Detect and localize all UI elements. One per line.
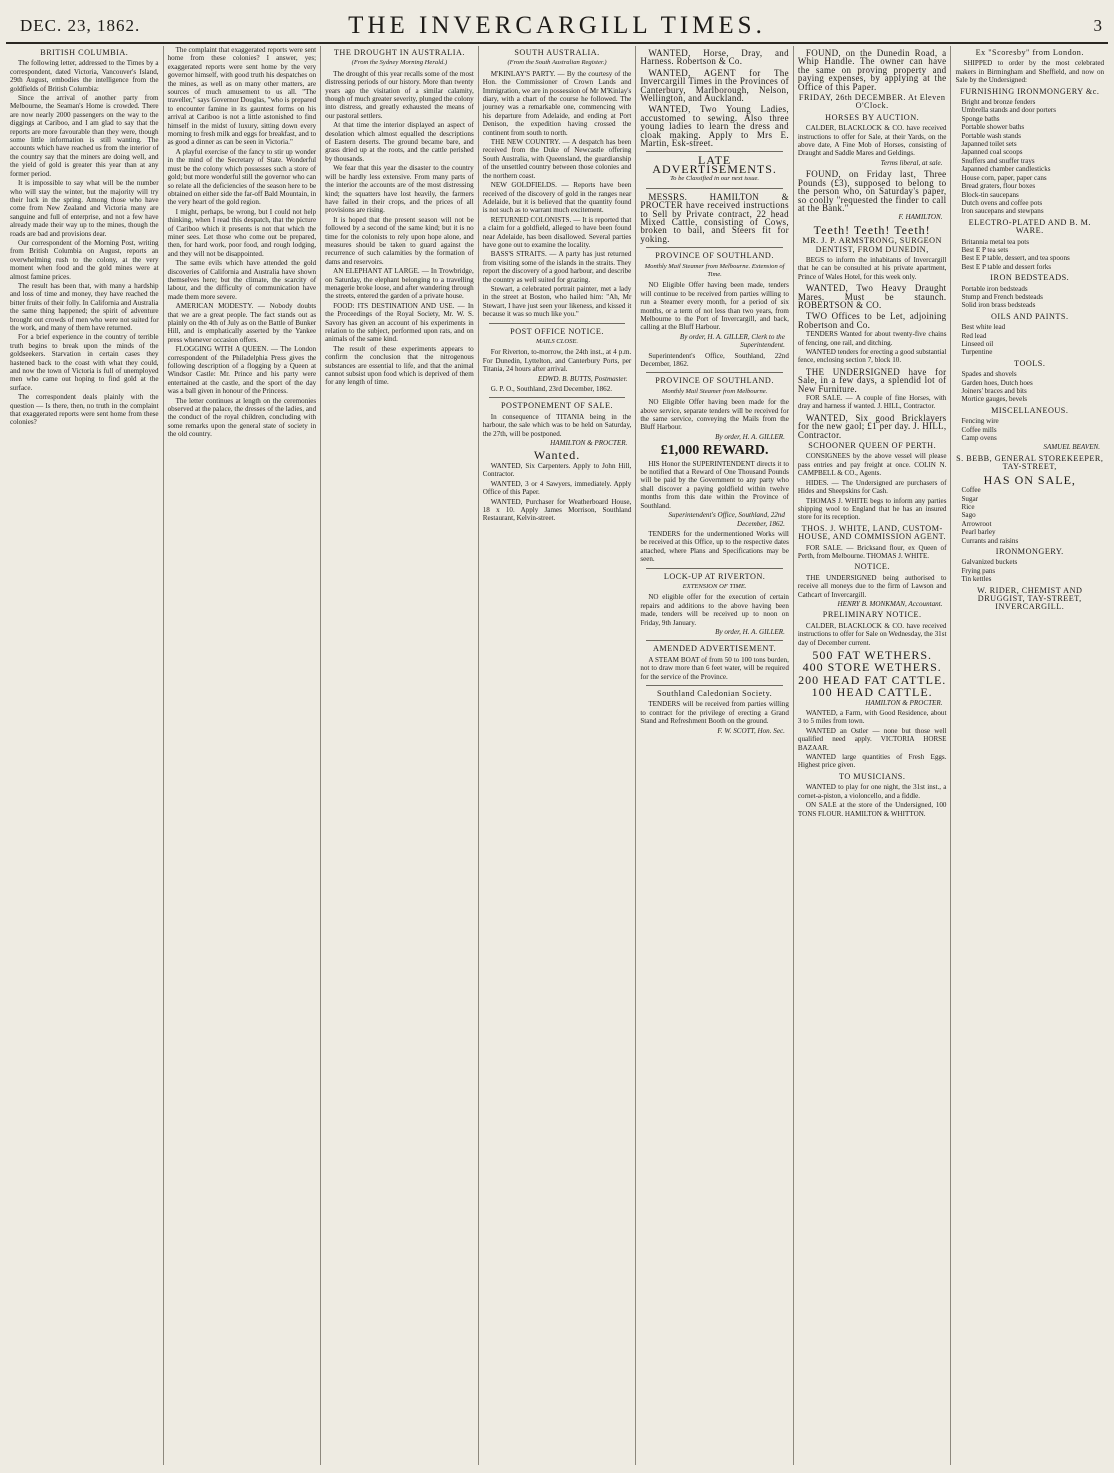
section-heading: PROVINCE OF SOUTHLAND. <box>655 251 774 261</box>
article-paragraph: TENDERS will be received from parties willing to contract for the privilege of erecting a Grand Stand and Refreshment Booth on the ground. <box>640 700 789 726</box>
page-number: 3 <box>1093 16 1102 35</box>
section-subheading: EXTENSION OF TIME. <box>682 582 747 590</box>
signature-line: HAMILTON & PROCTER. <box>550 439 628 448</box>
column-rule <box>646 685 783 686</box>
column-rule <box>646 151 783 152</box>
section-heading: IRON BEDSTEADS. <box>990 273 1070 283</box>
list-item: Arrowroot <box>961 519 992 528</box>
column-1 <box>6 46 164 1465</box>
signature-line: F. W. SCOTT, Hon. Sec. <box>717 726 785 735</box>
article-paragraph: AN ELEPHANT AT LARGE. — In Trowbridge, on Saturday, the elephant belonging to a travelling menagerie broke loose, and after wandering through the streets, entered the garden of a private house. <box>325 267 474 301</box>
display-heading: Wanted. <box>533 448 581 463</box>
column-rule <box>646 188 783 189</box>
article-paragraph: I might, perhaps, be wrong, but I could not help thinking, when I read this despatch, that the picture of Cariboo which it presents is not that which the miner sees. Let those who come out be prepared, then, for hard work, poor food, and rough lodging, and they will not be disappointed. <box>167 207 317 258</box>
list-item: Garden hoes, Dutch hoes <box>961 378 1033 387</box>
section-heading: TOOLS. <box>1014 358 1046 368</box>
article-paragraph: For Riverton, to-morrow, the 24th inst., at 4 p.m. For Dunedin, Lyttelton, and Canterbury Ports, per Titania, 24 hours after arrival. <box>482 348 632 374</box>
signature-line: By order, H. A. GILLER, Clerk to the Superintendent. <box>679 332 785 350</box>
section-heading: THE DROUGHT IN AUSTRALIA. <box>333 48 465 57</box>
list-item: Linseed oil <box>961 340 994 348</box>
article-paragraph: NEW GOLDFIELDS. — Reports have been received of the discovery of gold in the ranges near Adelaide, but it is believed that the quantity found is not such as to warrant much excitement. <box>482 181 632 215</box>
article-paragraph: HIDES. — The Undersigned are purchasers of Hides and Sheepskins for Cash. <box>797 478 947 496</box>
list-item: Rice <box>961 502 975 511</box>
article-paragraph: FOOD: ITS DESTINATION AND USE. — In the Proceedings of the Royal Society, Mr. W. S. Savory has given an account of his experiments in relation to the subject, performed upon rats, and on animals of the same kind. <box>325 301 474 344</box>
list-item: Fencing wire <box>961 417 999 426</box>
list-item: Mortice gauges, bevels <box>961 395 1028 404</box>
list-item: Joiners' braces and bits <box>961 387 1027 396</box>
list-item: Bread graters, flour boxes <box>961 182 1036 191</box>
column-5 <box>636 46 794 1465</box>
advertisement: WANTED, Horse, Dray, and Harness. Robertson & Co. <box>640 48 789 67</box>
column-rule <box>646 640 783 641</box>
display-heading: 400 STORE WETHERS. <box>802 660 942 675</box>
signature-line: By order, H. A. GILLER. <box>715 432 785 441</box>
signature-line: Superintendent's Office, Southland, 22nd December, 1862. <box>668 511 785 528</box>
list-item: Spades and shovels <box>961 370 1017 379</box>
article-paragraph: A playful exercise of the fancy to stir up wonder in the mind of the Secretary of State. Wonderful must be the colony which possesses such a store of gold; but more wonderful still the governor who can so relate all the deficiencies of the season here to be obtained on either side the far-off Bald Mountain, in the very heart of the gold region. <box>167 147 317 207</box>
section-heading: LOCK-UP AT RIVERTON. <box>663 571 766 581</box>
article-paragraph: The following letter, addressed to the Times by a correspondent, dated Victoria, Vancouver's Island, 29th August, embodies the intelligence from the goldfields of British Columbia: <box>10 59 159 93</box>
article-paragraph: The result has been that, with many a hardship and loss of time and money, they have reached the bitter fruits of their folly. In California and Australia the same thing happened; the spirit of adventure brought out crowds of men who were not suited for the work, and many of them have returned. <box>10 281 159 332</box>
section-subheading: (From the Sydney Morning Herald.) <box>351 59 448 67</box>
advertisement: TWO Offices to be Let, adjoining Robertson and Co. <box>797 311 947 330</box>
section-heading: W. RIDER, CHEMIST AND DRUGGIST, TAY-STREET, INVERCARGILL. <box>977 585 1083 612</box>
article-paragraph: Superintendent's Office, Southland, 22nd December, 1862. <box>640 351 789 368</box>
article-paragraph: NO Eligible Offer having been made for the above service, separate tenders will be received for the same service, conveying the Mails from the Bluff Harbour. <box>640 398 789 432</box>
section-heading: MR. J. P. ARMSTRONG, SURGEON DENTIST, FROM DUNEDIN, <box>802 236 942 254</box>
list-item: Coffee mills <box>961 425 997 434</box>
display-heading: 500 FAT WETHERS. <box>812 648 933 662</box>
column-rule <box>646 247 783 248</box>
column-6 <box>794 46 952 1465</box>
list-item: Japanned toilet sets <box>961 140 1017 149</box>
list-item: Best E P table and dessert forks <box>961 262 1052 271</box>
article-paragraph: The result of these experiments appears to confirm the conclusion that the nitrogenous substances are essential to life, and that the animal cannot subsist upon food which is deprived of them for any length of time. <box>325 344 474 387</box>
section-subheading: To be Classified in our next issue. <box>670 175 760 183</box>
list-item: Britannia metal tea pots <box>961 237 1030 246</box>
section-heading: SCHOONER QUEEN OF PERTH. <box>808 441 937 451</box>
advertisement: WANTED, AGENT for The Invercargill Times in the Provinces of Canterbury, Marlborough, Nelson, Wellington, and Auckland. <box>640 67 789 104</box>
advertisement: MESSRS. HAMILTON & PROCTER have received instructions to Sell by Private contract, 22 head Mixed Cattle, consisting of Cows, broken to bail, and Steers fit for yoking. <box>640 191 789 244</box>
section-heading: AMENDED ADVERTISEMENT. <box>653 644 777 654</box>
list-item: Galvanized buckets <box>961 558 1018 567</box>
list-item: Best white lead <box>961 323 1006 332</box>
article-paragraph: The correspondent deals plainly with the question — Is there, then, no truth in the complaint that exaggerated reports were sent home from these colonies? <box>10 393 159 427</box>
article-paragraph: G. P. O., Southland, 23rd December, 1862. <box>490 385 613 394</box>
signature-line: SAMUEL BEAVEN. <box>1043 443 1101 452</box>
article-paragraph: TENDERS Wanted for about twenty-five chains of fencing, one rail, and ditching. <box>797 330 947 347</box>
section-heading: POST OFFICE NOTICE. <box>510 326 604 336</box>
section-subheading: Monthly Mail Steamer from Melbourne. Extension of Time. <box>644 262 785 278</box>
signature-line: Terms liberal, at sale. <box>880 158 943 167</box>
list-item: Tin kettles <box>961 575 992 584</box>
article-paragraph: It is hoped that the present season will not be followed by a second of the same kind; but it is no time for the colonists to rely upon hope alone, and measures should be taken to guard against the recurrence of such calamities by the formation of dams and reservoirs. <box>325 215 474 266</box>
article-paragraph: BASS'S STRAITS. — A party has just returned from visiting some of the islands in the straits. They report the discovery of a good harbour, and describe the country as well suited for grazing. <box>482 250 632 284</box>
article-paragraph: In consequence of TITANIA being in the harbour, the sale which was to be held on Saturday, the 27th, will be postponed. <box>482 412 632 438</box>
signature-line: EDWD. B. BUTTS, Postmaster. <box>538 374 628 383</box>
list-item: Red lead <box>961 331 987 340</box>
column-rule <box>489 397 626 398</box>
section-heading: BRITISH COLUMBIA. <box>40 48 129 57</box>
section-heading: PRELIMINARY NOTICE. <box>822 610 922 620</box>
list-item: Japanned coal scoops <box>961 148 1023 157</box>
display-heading: HAS ON SALE, <box>983 472 1076 487</box>
article-paragraph: The same evils which have attended the gold discoveries of California and Australia have shown themselves here; but the climate, the scarcity of labour, and the difficulty of communication have made them more severe. <box>167 259 317 301</box>
article-paragraph: At that time the interior displayed an aspect of desolation which almost equalled the descriptions of Eastern deserts. The ground became bare, and grass dried up at the roots, and the cattle perished by thousands. <box>325 121 474 163</box>
advertisement: THE UNDERSIGNED have for Sale, in a few days, a splendid lot of New Furniture. <box>797 366 947 394</box>
article-paragraph: ON SALE at the store of the Undersigned, 100 TONS FLOUR. HAMILTON & WHITTON. <box>797 801 947 818</box>
display-heading: Teeth! Teeth! Teeth! <box>813 222 931 237</box>
article-paragraph: WANTED, 3 or 4 Sawyers, immediately. Apply Office of this Paper. <box>482 479 632 497</box>
article-paragraph: The drought of this year recalls some of the most distressing periods of our history. More than twenty years ago the visitation of a similar calamity, though of much greater severity, plunged the colony into distress, and greatly exhausted the means of our pastoral settlers. <box>325 69 474 120</box>
list-item: Sponge baths <box>961 114 1000 123</box>
list-item: Japanned chamber candlesticks <box>961 165 1051 174</box>
section-heading: PROVINCE OF SOUTHLAND. <box>655 376 774 386</box>
column-3 <box>321 46 479 1465</box>
advertisement: FOUND, on Friday last, Three Pounds (£3), supposed to belong to the person who, on Saturday's paper, so coolly "requested the finder to call at the Bank." <box>797 169 947 213</box>
article-paragraph: FOR SALE. — Bricksand flour, ex Queen of Perth, from Melbourne. THOMAS J. WHITE. <box>797 543 947 560</box>
signature-line: HENRY B. MONKMAN, Accountant. <box>837 599 943 608</box>
reward-heading: £1,000 REWARD. <box>660 443 769 459</box>
section-heading: THOS. J. WHITE, LAND, CUSTOM-HOUSE, AND COMMISSION AGENT. <box>798 523 947 542</box>
issue-date: DEC. 23, 1862. <box>20 16 141 35</box>
article-paragraph: It is impossible to say what will be the number who will stay the winter, but the majority will try their luck in the spring. Among those who have come from New Zealand and Victoria many are sanguine and full of enterprise, and not a few have already made their way up to the mines, though the roads are bad and provisions dear. <box>10 179 159 238</box>
advertisement: FOUND, on the Dunedin Road, a Whip Handle. The owner can have the same on proving property and paying expenses, by applying at the Office of this Paper. <box>797 48 947 92</box>
list-item: Block-tin saucepans <box>961 190 1019 199</box>
list-item: Dutch ovens and coffee pots <box>961 198 1043 207</box>
list-item: Portable shower baths <box>961 123 1025 132</box>
list-item: House corn, paper, paper cans <box>961 173 1047 182</box>
article-paragraph: AMERICAN MODESTY. — Nobody doubts that we are a great people. The fact stands out as plainly on the 4th of July as on the Battle of Bunker Hill, and is emphatically asserted by the Yankee press whenever occasion offers. <box>167 302 317 344</box>
article-paragraph: NO Eligible Offer having been made, tenders will continue to be received from parties willing to run a Steamer every month, for a period of six months, or a term of not less than two years, from Melbourne to the Port of Invercargill, and back, calling at the Bluff Harbour. <box>640 281 789 332</box>
article-paragraph: FOR SALE. — A couple of fine Horses, with dray and harness if wanted. J. HILL, Contractor. <box>797 394 947 411</box>
article-paragraph: Our correspondent of the Morning Post, writing from British Columbia on August, reports an overwhelming rush to the colony, at the very moment when food and the gold mines were at almost famine prices. <box>10 238 159 281</box>
list-item: Pearl barley <box>961 528 996 537</box>
advertisement: WANTED, Six good Bricklayers for the new gaol; £1 per day. J. HILL, Contractor. <box>797 412 947 440</box>
column-7 <box>951 46 1108 1465</box>
article-paragraph: CONSIGNEES by the above vessel will please pass entries and pay freight at once. COLIN N. CAMPBELL & CO., Agents. <box>797 452 947 478</box>
article-paragraph: WANTED to play for one night, the 31st inst., a cornet-a-piston, a violoncello, and a fiddle. <box>797 783 947 800</box>
article-paragraph: CALDER, BLACKLOCK & CO. have received instructions to offer for Sale on Wednesday, the 31st day of December current. <box>797 621 947 647</box>
list-item: Portable wash stands <box>961 131 1021 140</box>
article-paragraph: The letter continues at length on the ceremonies observed at the palace, the dresses of the ladies, and the conduct of the royal children, concluding with some remarks upon the general state of society in the old country. <box>167 396 317 439</box>
article-paragraph: BEGS to inform the inhabitants of Invercargill that he can be consulted at his private apartment, Prince of Wales Hotel, for this week only. <box>797 255 947 281</box>
article-paragraph: CALDER, BLACKLOCK & CO. have received instructions to offer for Sale, at their Yards, on the above date, A Fine Mob of Horses, consisting of Draught and Saddle Mares and Geldings. <box>797 124 947 158</box>
column-rule <box>489 323 626 324</box>
display-heading: LATE ADVERTISEMENTS. <box>652 153 777 176</box>
column-2 <box>164 46 322 1465</box>
signature-line: F. HAMILTON. <box>898 213 943 222</box>
section-heading: S. BEBB, GENERAL STOREKEEPER, TAY-STREET, <box>956 453 1104 472</box>
section-heading: Ex "Scoresby" from London. <box>975 48 1084 57</box>
list-item: Best E P table, dessert, and tea spoons <box>961 254 1070 263</box>
list-item: Umbrella stands and door porters <box>961 106 1057 115</box>
list-item: Iron saucepans and stewpans <box>961 207 1044 216</box>
list-item: Portable iron bedsteads <box>961 284 1028 293</box>
column-4 <box>479 46 637 1465</box>
article-paragraph: For a brief experience in the country of terrible truth begins to break upon the minds of the goldseekers. Starvation in certain cases they hastened back to the coast with what they could, and now the town of Victoria is full of unemployed men who came out hoping to find gold at the surface. <box>10 333 159 392</box>
section-heading: HORSES BY AUCTION. <box>825 112 920 122</box>
article-paragraph: WANTED, a Farm, with Good Residence, about 3 to 5 miles from town. <box>797 709 947 726</box>
article-paragraph: WANTED, Purchaser for Weatherboard House, 18 x 10. Apply James Morrison, Southland Restaurant, Kelvin-street. <box>482 497 632 523</box>
advertisement: WANTED, Two Heavy Draught Mares. Must be staunch. ROBERTSON & CO. <box>797 283 947 310</box>
section-subheading: (From the South Australian Register.) <box>507 59 607 67</box>
list-item: Solid iron brass bedsteads <box>961 301 1036 310</box>
article-paragraph: WANTED, Six Carpenters. Apply to John Hill, Contractor. <box>482 461 632 479</box>
article-paragraph: THOMAS J. WHITE begs to inform any parties shipping wool to England that he has an insured store for its reception. <box>797 496 947 522</box>
section-heading: ELECTRO-PLATED AND B. M. WARE. <box>968 217 1091 236</box>
list-item: Coffee <box>961 486 981 495</box>
columns <box>6 46 1108 1465</box>
display-heading: 200 HEAD FAT CATTLE. <box>798 672 947 687</box>
signature-line: HAMILTON & PROCTER. <box>865 698 943 707</box>
section-heading: SOUTH AUSTRALIA. <box>514 48 600 57</box>
article-paragraph: FLOGGING WITH A QUEEN. — The London correspondent of the Philadelphia Press gives the following description of a flogging by a Queen at Windsor Castle: Mr. Prince and his party were entertained at the castle, and the sport of the day was a ball given in honour of the Princess. <box>167 345 317 396</box>
masthead <box>6 8 1108 44</box>
section-heading: OILS AND PAINTS. <box>990 311 1069 321</box>
column-rule <box>646 372 783 373</box>
article-paragraph: HIS Honor the SUPERINTENDENT directs it to be notified that a Reward of One Thousand Pounds will be paid by the Government to any party who shall discover a paying goldfield within twelve months from this date within the Province of Southland. <box>640 459 789 510</box>
list-item: Frying pans <box>961 566 996 575</box>
section-heading: NOTICE. <box>854 562 890 572</box>
list-item: Best E P tea sets <box>961 245 1009 254</box>
article-paragraph: M'KINLAY'S PARTY. — By the courtesy of the Hon. the Commissioner of Crown Lands and Immigration, we are in possession of Mr M'Kinlay's diary, with a chart of the course he followed. The journey was a remarkable one, commencing with his departure from Adelaide, and ending at Port Denison, the expedition having crossed the continent from south to north. <box>482 69 632 137</box>
article-paragraph: Stewart, a celebrated portrait painter, met a lady in the street at Boston, who hailed him: "Ah, Mr Stewart, I have just seen your likeness, and kissed it because it was so much like you." <box>482 284 632 319</box>
signature-line: By order, H. A. GILLER. <box>715 627 785 636</box>
article-paragraph: WANTED an Ostler — none but those well qualified need apply. VICTORIA HORSE BAZAAR. <box>797 726 947 752</box>
section-heading: FURNISHING IRONMONGERY &c. <box>960 86 1100 96</box>
article-paragraph: TENDERS for the undermentioned Works will be received at this Office, up to the respective dates attached, where Plans and Specifications may be seen. <box>640 529 789 564</box>
section-heading: MISCELLANEOUS. <box>991 405 1069 415</box>
list-item: Camp ovens <box>961 434 997 443</box>
newspaper-title: THE INVERCARGILL TIMES. <box>348 12 766 39</box>
list-item: Sago <box>961 511 976 520</box>
article-paragraph: NO eligible offer for the execution of certain repairs and additions to the above having been made, tenders will be received up to noon on Friday, 9th January. <box>640 593 789 627</box>
list-item: Stump and French bedsteads <box>961 292 1043 301</box>
section-heading: Southland Caledonian Society. <box>657 689 773 698</box>
list-item: Sugar <box>961 494 979 503</box>
article-paragraph: The complaint that exaggerated reports were sent home from these colonies? I answer, yes; exaggerated reports were sent home by the very governor himself, with good truth his despatches on the mines, as well as on many other matters, are sources of much amusement to us all. "The traveller," says Governor Douglas, "who is prepared to encounter famine in its gauntest forms on his arrival at Cariboo is not a little astonished to find himself in the midst of luxury, sitting down every morning to fresh milk and eggs for breakfast, and to as good a dinner as can be seen in Victoria." <box>167 46 317 147</box>
article-paragraph: Since the arrival of another party from Melbourne, the Seaman's Home is crowded. There are now nearly 2000 passengers on the way to the diggings at Cariboo, and I am glad to say that the reports are more favourable than they were, though some little information is still wanting. The accounts which have reached us from the interior of the country say that the miners are doing well, and the yield of gold is greater this year than at any former period. <box>10 94 159 178</box>
article-paragraph: THE NEW COUNTRY. — A despatch has been received from the Duke of Newcastle offering South Australia, with Queensland, the guardianship of the unsettled country between those colonies and the northern coast. <box>482 138 632 180</box>
section-heading: TO MUSICIANS. <box>838 771 906 781</box>
list-item: Currants and raisins <box>961 536 1019 545</box>
article-paragraph: A STEAM BOAT of from 50 to 100 tons burden, not to draw more than 6 feet water, will be required for the service of the Province. <box>640 655 789 681</box>
article-paragraph: WANTED large quantities of Fresh Eggs. Highest price given. <box>797 753 947 770</box>
article-paragraph: WANTED tenders for erecting a good substantial fence, enclosing section 7, block 10. <box>797 348 947 365</box>
list-item: Bright and bronze fenders <box>961 98 1036 107</box>
advertisement: WANTED, Two Young Ladies, accustomed to sewing. Also three young ladies to learn the dress and cloak making. Apply to Mrs E. Martin, Esk-street. <box>640 104 789 149</box>
section-subheading: MAILS CLOSE. <box>535 338 579 345</box>
list-item: Snuffers and snuffer trays <box>961 156 1035 165</box>
list-item: Turpentine <box>961 348 993 357</box>
article-paragraph: We fear that this year the disaster to the country will be hardly less extensive. From many parts of the interior the accounts are of the most distressing kind; the squatters have lost heavily, the farmers have failed in their crops, and the prices of all provisions are rising. <box>325 164 474 215</box>
section-subheading: Monthly Mail Steamer from Melbourne. <box>661 387 768 395</box>
section-heading: IRONMONGERY. <box>995 546 1064 556</box>
article-paragraph: RETURNED COLONISTS. — It is reported that a claim for a goldfield, alleged to have been found near Adelaide, has been disallowed. Several parties have gone out to examine the locality. <box>482 215 632 249</box>
display-heading: 100 HEAD CATTLE. <box>811 685 933 700</box>
article-paragraph: SHIPPED to order by the most celebrated makers in Birmingham and Sheffield, and now on Sale by the Undersigned: <box>955 59 1105 85</box>
column-rule <box>646 568 783 569</box>
article-paragraph: THE UNDERSIGNED being authorised to receive all moneys due to the firm of Lawson and Cathcart of Invercargill. <box>797 573 947 599</box>
section-heading: FRIDAY, 26th DECEMBER. At Eleven O'Clock. <box>798 93 946 111</box>
section-heading: POSTPONEMENT OF SALE. <box>501 401 614 411</box>
